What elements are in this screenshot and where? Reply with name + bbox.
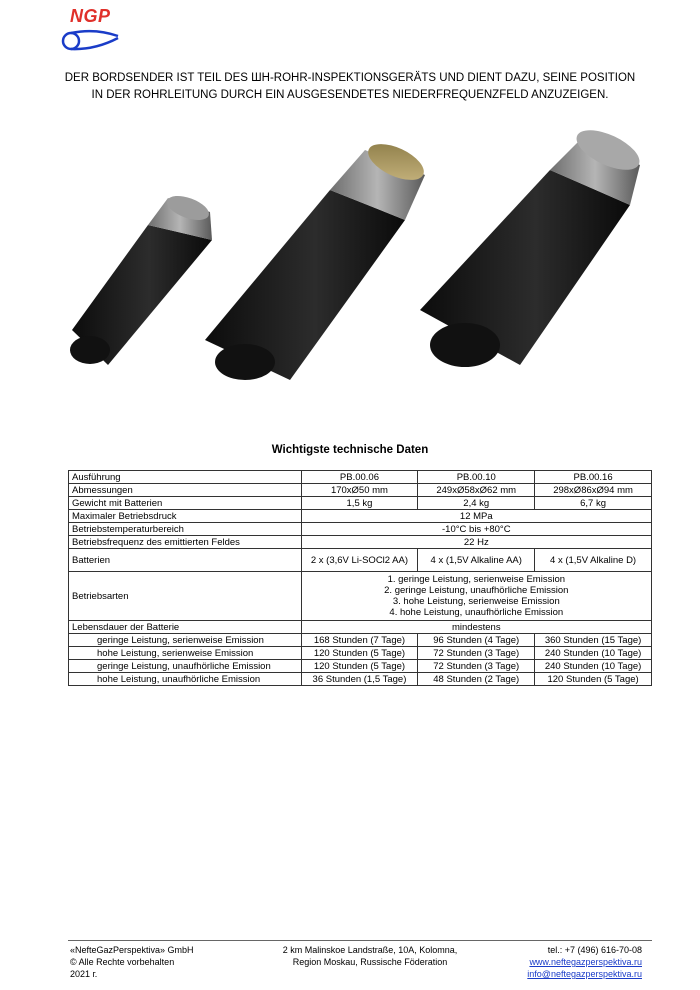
model-header: PB.00.10	[418, 471, 535, 484]
year: 2021 г.	[70, 969, 98, 979]
footer-divider	[68, 940, 652, 941]
row-label: Abmessungen	[69, 484, 302, 497]
phone-number: tel.: +7 (496) 616-70-08	[547, 945, 642, 955]
logo-text: NGP	[70, 6, 111, 26]
table-row	[69, 634, 652, 647]
table-row	[69, 523, 652, 536]
table-cell: 240 Stunden (10 Tage)	[535, 660, 652, 673]
table-cell: 120 Stunden (5 Tage)	[301, 647, 418, 660]
website-link[interactable]: www.neftegazperspektiva.ru	[529, 957, 642, 967]
table-row	[69, 536, 652, 549]
company-name: «NefteGazPerspektiva» GmbH	[70, 945, 194, 955]
mode-item: 3. hohe Leistung, serienweise Emission	[392, 596, 560, 607]
table-row	[69, 673, 652, 686]
row-label: Batterien	[69, 549, 302, 572]
table-cell: 249xØ58xØ62 mm	[418, 484, 535, 497]
row-label: Lebensdauer der Batterie	[69, 621, 302, 634]
logo-pipe-icon	[60, 28, 130, 54]
table-row	[69, 471, 652, 484]
table-cell: 96 Stunden (4 Tage)	[418, 634, 535, 647]
operating-modes-cell	[301, 572, 651, 621]
table-cell: 36 Stunden (1,5 Tage)	[301, 673, 418, 686]
table-cell: 168 Stunden (7 Tage)	[301, 634, 418, 647]
transmitter-pb-00-06	[70, 191, 212, 365]
section-title: Wichtigste technische Daten	[271, 444, 429, 456]
table-row	[69, 549, 652, 572]
table-cell: 48 Stunden (2 Tage)	[418, 673, 535, 686]
table-cell: 170xØ50 mm	[301, 484, 418, 497]
table-cell: 1,5 kg	[301, 497, 418, 510]
table-cell: 2 x (3,6V Li-SOCl2 AA)	[301, 549, 418, 572]
table-row	[69, 510, 652, 523]
row-label: geringe Leistung, serienweise Emission	[69, 634, 302, 647]
row-label: Ausführung	[69, 471, 302, 484]
table-cell: mindestens	[301, 621, 651, 634]
table-cell: 120 Stunden (5 Tage)	[535, 673, 652, 686]
table-cell: -10°C bis +80°C	[301, 523, 651, 536]
table-cell: 22 Hz	[301, 536, 651, 549]
row-label: Betriebsfrequenz des emittierten Feldes	[69, 536, 302, 549]
table-cell: 120 Stunden (5 Tage)	[301, 660, 418, 673]
product-photo	[60, 130, 660, 380]
mode-item: 4. hohe Leistung, unaufhörliche Emission	[389, 607, 564, 618]
table-cell: 6,7 kg	[535, 497, 652, 510]
table-row	[69, 647, 652, 660]
address-line: 2 km Malinskoe Landstraße, 10A, Kolomna,	[282, 945, 458, 955]
company-logo	[60, 6, 130, 60]
table-cell: 4 x (1,5V Alkaline AA)	[418, 549, 535, 572]
table-cell: 360 Stunden (15 Tage)	[535, 634, 652, 647]
footer-company	[70, 944, 194, 980]
row-label: Maximaler Betriebsdruck	[69, 510, 302, 523]
footer-address	[270, 944, 470, 968]
model-header: PB.00.16	[535, 471, 652, 484]
footer-contacts	[527, 944, 642, 980]
copyright: © Alle Rechte vorbehalten	[70, 957, 175, 967]
intro-text: DER BORDSENDER IST TEIL DES ШН-ROHR-INSPEKTIONSGERÄTS UND DIENT DAZU, SEINE POSITION IN DER ROHRLEITUNG DURCH EIN AUSGESENDETES NIEDERFREQUENZFELD ANZUZEIGEN.	[64, 72, 636, 101]
table-row	[69, 572, 652, 621]
address-line: Region Moskau, Russische Föderation	[292, 957, 448, 967]
table-cell: 2,4 kg	[418, 497, 535, 510]
table-cell: 72 Stunden (3 Tage)	[418, 660, 535, 673]
email-link[interactable]: info@neftegazperspektiva.ru	[527, 969, 642, 979]
table-row	[69, 621, 652, 634]
transmitter-pb-00-10	[205, 137, 429, 380]
specs-table	[68, 470, 652, 686]
row-label: geringe Leistung, unaufhörliche Emission	[69, 660, 302, 673]
mode-item: 2. geringe Leistung, unaufhörliche Emission	[384, 585, 569, 596]
row-label: Betriebstemperaturbereich	[69, 523, 302, 536]
transmitter-pb-00-16	[420, 130, 645, 367]
model-header: PB.00.06	[301, 471, 418, 484]
table-cell: 298xØ86xØ94 mm	[535, 484, 652, 497]
row-label: hohe Leistung, unaufhörliche Emission	[69, 673, 302, 686]
table-cell: 240 Stunden (10 Tage)	[535, 647, 652, 660]
row-label: Gewicht mit Batterien	[69, 497, 302, 510]
table-row	[69, 497, 652, 510]
table-row	[69, 660, 652, 673]
table-cell: 72 Stunden (3 Tage)	[418, 647, 535, 660]
row-label: hohe Leistung, serienweise Emission	[69, 647, 302, 660]
table-cell: 4 x (1,5V Alkaline D)	[535, 549, 652, 572]
table-row	[69, 484, 652, 497]
row-label: Betriebsarten	[69, 572, 302, 621]
mode-item: 1. geringe Leistung, serienweise Emission	[387, 574, 566, 585]
table-cell: 12 MPa	[301, 510, 651, 523]
